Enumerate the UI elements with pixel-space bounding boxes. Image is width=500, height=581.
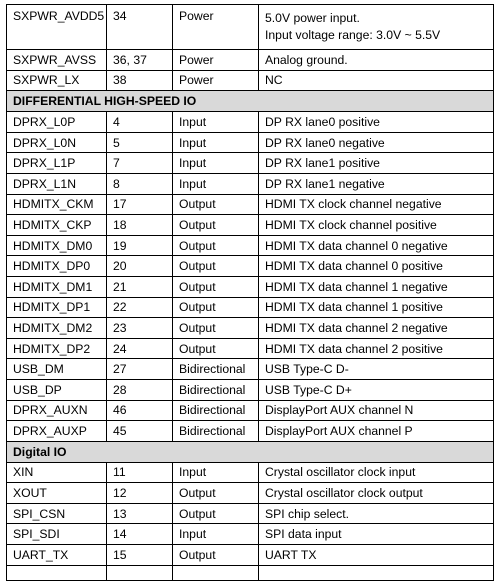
signal-name-cell: DPRX_AUXP bbox=[7, 421, 107, 442]
description-cell: Crystal oscillator clock output bbox=[259, 483, 494, 504]
pin-number-cell: 18 bbox=[107, 215, 173, 236]
pin-type-cell: Output bbox=[173, 276, 259, 297]
table-row bbox=[7, 338, 494, 359]
table-row bbox=[7, 483, 494, 504]
signal-name-cell: HDMITX_DP0 bbox=[7, 256, 107, 277]
signal-name-cell: HDMITX_DM2 bbox=[7, 318, 107, 339]
section-header-row bbox=[7, 441, 494, 462]
pin-description-table bbox=[6, 4, 494, 581]
signal-name-cell: HDMITX_DP2 bbox=[7, 338, 107, 359]
description-cell: HDMI TX data channel 2 positive bbox=[259, 338, 494, 359]
pin-type-cell: Input bbox=[173, 132, 259, 153]
pin-number-cell: 11 bbox=[107, 462, 173, 483]
table-row bbox=[7, 256, 494, 277]
description-cell: HDMI TX data channel 2 negative bbox=[259, 318, 494, 339]
description-cell: DP RX lane1 positive bbox=[259, 153, 494, 174]
pin-number-cell: 4 bbox=[107, 112, 173, 133]
pin-number-cell: 20 bbox=[107, 256, 173, 277]
description-line: Input voltage range: 3.0V ~ 5.5V bbox=[265, 28, 441, 42]
table-row bbox=[7, 400, 494, 421]
pin-number-cell: 7 bbox=[107, 153, 173, 174]
description-cell: SPI data input bbox=[259, 524, 494, 545]
table-row bbox=[7, 318, 494, 339]
signal-name-cell: DPRX_AUXN bbox=[7, 400, 107, 421]
pin-type-cell: Input bbox=[173, 153, 259, 174]
pin-number-cell: 46 bbox=[107, 400, 173, 421]
description-cell: Crystal oscillator clock input bbox=[259, 462, 494, 483]
empty-cell bbox=[173, 565, 259, 580]
pin-type-cell: Output bbox=[173, 338, 259, 359]
pin-number-cell: 17 bbox=[107, 194, 173, 215]
section-title: DIFFERENTIAL HIGH-SPEED IO bbox=[7, 91, 494, 112]
signal-name-cell: USB_DM bbox=[7, 359, 107, 380]
signal-name-cell: SPI_SDI bbox=[7, 524, 107, 545]
description-cell: UART TX bbox=[259, 545, 494, 566]
table-row bbox=[7, 194, 494, 215]
signal-name-cell: HDMITX_DM0 bbox=[7, 235, 107, 256]
table-row bbox=[7, 5, 494, 50]
empty-cell bbox=[259, 565, 494, 580]
signal-name-cell: SXPWR_LX bbox=[7, 70, 107, 91]
signal-name-cell: SXPWR_AVSS bbox=[7, 50, 107, 71]
table-row bbox=[7, 235, 494, 256]
pin-number-cell: 13 bbox=[107, 503, 173, 524]
signal-name-cell: DPRX_L0N bbox=[7, 132, 107, 153]
table-row bbox=[7, 50, 494, 71]
table-row bbox=[7, 132, 494, 153]
pin-number-cell: 8 bbox=[107, 173, 173, 194]
pin-number-cell: 5 bbox=[107, 132, 173, 153]
pin-type-cell: Output bbox=[173, 483, 259, 504]
pin-number-cell: 14 bbox=[107, 524, 173, 545]
pin-number-cell: 21 bbox=[107, 276, 173, 297]
table-row bbox=[7, 545, 494, 566]
pin-number-cell: 12 bbox=[107, 483, 173, 504]
pin-type-cell: Output bbox=[173, 194, 259, 215]
pin-type-cell: Output bbox=[173, 545, 259, 566]
pin-type-cell: Power bbox=[173, 70, 259, 91]
pin-type-cell: Input bbox=[173, 524, 259, 545]
section-title: Digital IO bbox=[7, 441, 494, 462]
signal-name-cell: DPRX_L1P bbox=[7, 153, 107, 174]
description-cell: HDMI TX clock channel negative bbox=[259, 194, 494, 215]
table-row bbox=[7, 421, 494, 442]
table-row bbox=[7, 297, 494, 318]
pin-number-cell: 36, 37 bbox=[107, 50, 173, 71]
description-line: 5.0V power input. bbox=[265, 11, 360, 25]
table-row bbox=[7, 70, 494, 91]
description-cell: DP RX lane1 negative bbox=[259, 173, 494, 194]
table-row bbox=[7, 276, 494, 297]
description-cell: NC bbox=[259, 70, 494, 91]
description-cell: DisplayPort AUX channel N bbox=[259, 400, 494, 421]
pin-type-cell: Bidirectional bbox=[173, 359, 259, 380]
table-row bbox=[7, 153, 494, 174]
table-row bbox=[7, 359, 494, 380]
pin-type-cell: Output bbox=[173, 235, 259, 256]
description-cell: SPI chip select. bbox=[259, 503, 494, 524]
pin-type-cell: Output bbox=[173, 503, 259, 524]
pin-type-cell: Output bbox=[173, 215, 259, 236]
signal-name-cell: USB_DP bbox=[7, 379, 107, 400]
pin-type-cell: Power bbox=[173, 50, 259, 71]
description-cell: USB Type-C D+ bbox=[259, 379, 494, 400]
empty-cell bbox=[107, 565, 173, 580]
pin-number-cell: 27 bbox=[107, 359, 173, 380]
signal-name-cell: HDMITX_DM1 bbox=[7, 276, 107, 297]
pin-type-cell: Output bbox=[173, 297, 259, 318]
signal-name-cell: SXPWR_AVDD5 bbox=[7, 5, 107, 50]
description-cell: HDMI TX data channel 0 negative bbox=[259, 235, 494, 256]
signal-name-cell: HDMITX_CKM bbox=[7, 194, 107, 215]
pin-type-cell: Input bbox=[173, 462, 259, 483]
table-row-cut-off bbox=[7, 565, 494, 580]
signal-name-cell: SPI_CSN bbox=[7, 503, 107, 524]
empty-cell bbox=[7, 565, 107, 580]
signal-name-cell: HDMITX_DP1 bbox=[7, 297, 107, 318]
pin-number-cell: 23 bbox=[107, 318, 173, 339]
pin-number-cell: 22 bbox=[107, 297, 173, 318]
description-cell: HDMI TX data channel 0 positive bbox=[259, 256, 494, 277]
description-cell: DP RX lane0 negative bbox=[259, 132, 494, 153]
pin-type-cell: Bidirectional bbox=[173, 379, 259, 400]
pin-number-cell: 28 bbox=[107, 379, 173, 400]
section-header-row bbox=[7, 91, 494, 112]
signal-name-cell: XOUT bbox=[7, 483, 107, 504]
description-cell: HDMI TX clock channel positive bbox=[259, 215, 494, 236]
pin-type-cell: Input bbox=[173, 173, 259, 194]
table-row bbox=[7, 462, 494, 483]
description-cell bbox=[259, 5, 494, 50]
description-cell: USB Type-C D- bbox=[259, 359, 494, 380]
pin-type-cell: Bidirectional bbox=[173, 400, 259, 421]
table-row bbox=[7, 379, 494, 400]
table-row bbox=[7, 112, 494, 133]
description-cell: HDMI TX data channel 1 positive bbox=[259, 297, 494, 318]
pin-type-cell: Power bbox=[173, 5, 259, 50]
pin-type-cell: Output bbox=[173, 256, 259, 277]
signal-name-cell: HDMITX_CKP bbox=[7, 215, 107, 236]
table-row bbox=[7, 503, 494, 524]
pin-number-cell: 38 bbox=[107, 70, 173, 91]
description-cell: HDMI TX data channel 1 negative bbox=[259, 276, 494, 297]
description-cell: DP RX lane0 positive bbox=[259, 112, 494, 133]
pin-type-cell: Bidirectional bbox=[173, 421, 259, 442]
pin-table-body bbox=[7, 5, 494, 581]
table-row bbox=[7, 215, 494, 236]
pin-type-cell: Output bbox=[173, 318, 259, 339]
signal-name-cell: DPRX_L0P bbox=[7, 112, 107, 133]
description-cell: DisplayPort AUX channel P bbox=[259, 421, 494, 442]
description-cell: Analog ground. bbox=[259, 50, 494, 71]
pin-type-cell: Input bbox=[173, 112, 259, 133]
table-row bbox=[7, 524, 494, 545]
signal-name-cell: XIN bbox=[7, 462, 107, 483]
pin-number-cell: 15 bbox=[107, 545, 173, 566]
pin-number-cell: 45 bbox=[107, 421, 173, 442]
pin-number-cell: 24 bbox=[107, 338, 173, 359]
table-row bbox=[7, 173, 494, 194]
pin-number-cell: 34 bbox=[107, 5, 173, 50]
pin-number-cell: 19 bbox=[107, 235, 173, 256]
signal-name-cell: DPRX_L1N bbox=[7, 173, 107, 194]
signal-name-cell: UART_TX bbox=[7, 545, 107, 566]
